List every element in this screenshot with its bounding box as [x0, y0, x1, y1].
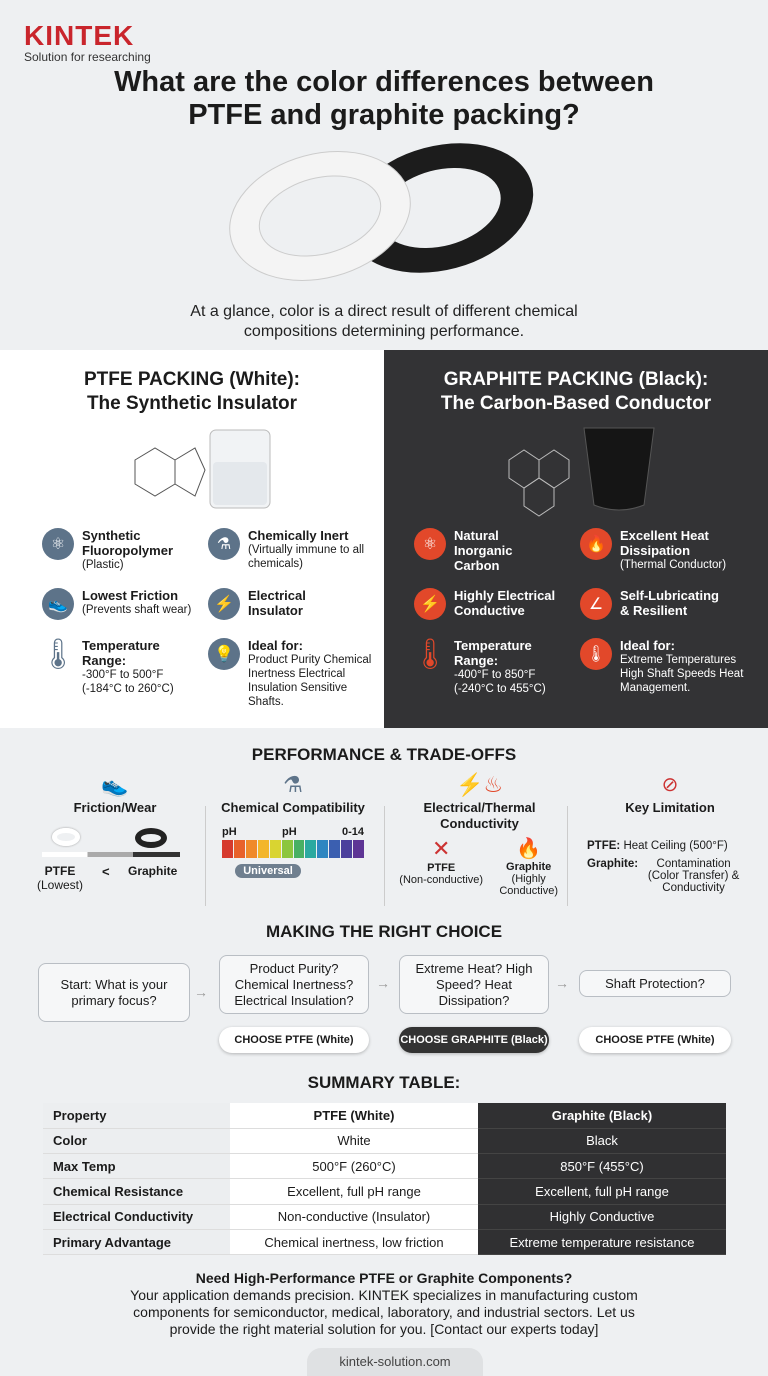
choose-ptfe-button[interactable]: CHOOSE PTFE (White) [219, 1027, 369, 1053]
question-box-shaft: Shaft Protection? [579, 970, 731, 997]
table-row [43, 1179, 726, 1204]
friction-scale [42, 852, 180, 857]
ph-segment [258, 840, 269, 858]
lightbulb-icon: 💡 [208, 638, 240, 670]
molecule-and-beaker-illustration [105, 420, 285, 520]
white-ring-icon [52, 828, 80, 846]
shoe-icon: 👟 [42, 588, 74, 620]
feature-friction: 👟 Lowest Friction (Prevents shaft wear) [42, 588, 212, 620]
table-cell: Non-conductive (Insulator) [230, 1204, 478, 1229]
table-cell: Chemical inertness, low friction [230, 1229, 478, 1254]
no-conduction-icon: ✕ [431, 836, 451, 861]
table-row [43, 1204, 726, 1229]
ph-segment [317, 840, 328, 858]
ph-segment [353, 840, 364, 858]
performance-title: PERFORMANCE & TRADE-OFFS [251, 745, 517, 764]
feature-ideal: 🌡 Ideal for: Extreme Temperatures High Shaft Speeds Heat Management. [580, 638, 750, 695]
table-row [43, 1154, 726, 1179]
table-cell: 850°F (455°C) [478, 1154, 726, 1179]
ph-segment [341, 840, 352, 858]
cta-section [0, 1270, 768, 1338]
flame-icon: 🔥 [516, 838, 542, 860]
no-contamination-icon: ⊘ [661, 774, 679, 796]
lightning-icon: ⚡ [208, 588, 240, 620]
ptfe-heading: PTFE PACKING (White): The Synthetic Insulator [83, 369, 300, 414]
ph-segment [270, 840, 281, 858]
table-cell: Black [478, 1128, 726, 1153]
hexagon-and-crucible-illustration [489, 420, 669, 520]
ph-scale [222, 840, 364, 858]
conductivity-column: ⚡♨ Electrical/Thermal Conductivity ✕ PTFE (Non-conductive) 🔥 Graphite (Highly Conductive) [392, 772, 567, 897]
feature-insulator: ⚡ Electrical Insulator [208, 588, 378, 620]
black-ring-icon [135, 828, 167, 848]
ph-segment [246, 840, 257, 858]
summary-table [43, 1103, 726, 1255]
table-cell: Excellent, full pH range [230, 1179, 478, 1204]
ph-segment [305, 840, 316, 858]
table-cell: Color [43, 1128, 230, 1153]
graphite-panel [384, 350, 768, 728]
lightning-icon: ⚡ [414, 588, 446, 620]
limitation-column: ⊘ Key Limitation PTFE: Heat Ceiling (500°F) Graphite: Contamination (Color Transfer) & Conductivity [575, 772, 765, 894]
thermometer-icon: 🌡 [38, 637, 78, 671]
table-cell: Graphite (Black) [478, 1103, 726, 1128]
cta-body: Your application demands precision. KINTEK specializes in manufacturing custom components for semiconductor, medical, laboratory, and industrial sectors. Let us provide the right material solution for you. [Contact our experts today] [130, 1287, 638, 1337]
table-cell: Chemical Resistance [43, 1179, 230, 1204]
ph-segment [294, 840, 305, 858]
question-box-graphite: Extreme Heat? High Speed? Heat Dissipation? [399, 955, 549, 1014]
table-cell: PTFE (White) [230, 1103, 478, 1128]
ph-segment [222, 840, 233, 858]
flask-icon: ⚗ [283, 772, 303, 797]
table-row [43, 1229, 726, 1254]
table-cell: 500°F (260°C) [230, 1154, 478, 1179]
table-cell: White [230, 1128, 478, 1153]
ph-segment [282, 840, 293, 858]
feature-ideal: 💡 Ideal for: Product Purity Chemical Inertness Electrical Insulation Sensitive Shafts. [208, 638, 378, 709]
flask-icon: ⚗ [208, 528, 240, 560]
table-cell: Electrical Conductivity [43, 1204, 230, 1229]
thermometer-icon: 🌡 [410, 637, 450, 671]
table-cell: Extreme temperature resistance [478, 1229, 726, 1254]
table-cell: Highly Conductive [478, 1204, 726, 1229]
ph-segment [329, 840, 340, 858]
universal-badge: Universal [235, 864, 301, 878]
question-box-ptfe: Product Purity? Chemical Inertness? Electrical Insulation? [219, 955, 369, 1014]
feature-self-lubricating: ∠ Self-Lubricating & Resilient [580, 588, 750, 620]
feature-synthetic: ⚛ Synthetic Fluoropolymer (Plastic) [42, 528, 212, 572]
ph-segment [234, 840, 245, 858]
intro-text: At a glance, color is a direct result of different chemical compositions determining performance. [190, 303, 578, 340]
choose-graphite-button[interactable]: CHOOSE GRAPHITE (Black) [399, 1027, 549, 1053]
lightning-heat-icon: ⚡♨ [455, 772, 504, 797]
thermometer-badge-icon: 🌡 [580, 638, 612, 670]
lubrication-icon: ∠ [580, 588, 612, 620]
shoe-icon: 👟 [101, 772, 129, 797]
start-box: Start: What is your primary focus? [38, 963, 190, 1022]
summary-title: SUMMARY TABLE: [307, 1073, 461, 1092]
feature-conductive: ⚡ Highly Electrical Conductive [414, 588, 584, 620]
friction-column: 👟 Friction/Wear PTFE (Lowest) < Graphite [30, 772, 200, 894]
page-title: What are the color differences between PTFE and graphite packing? [114, 66, 654, 131]
flame-icon: 🔥 [580, 528, 612, 560]
brand-name: KINTEK [24, 20, 135, 51]
rings-illustration [220, 138, 560, 288]
choose-ptfe-shaft-button[interactable]: CHOOSE PTFE (White) [579, 1027, 731, 1053]
table-cell: Primary Advantage [43, 1229, 230, 1254]
table-row [43, 1128, 726, 1153]
choice-title: MAKING THE RIGHT CHOICE [265, 922, 503, 941]
chemical-column: ⚗ Chemical Compatibility pH pH 0-14 Universal [212, 772, 374, 878]
feature-temperature: 🌡 Temperature Range: -400°F to 850°F (-240°C to 455°C) [410, 637, 546, 695]
table-cell: Max Temp [43, 1154, 230, 1179]
feature-inert: ⚗ Chemically Inert (Virtually immune to all chemicals) [208, 528, 378, 571]
website-link[interactable]: kintek-solution.com [307, 1348, 483, 1376]
feature-temperature: 🌡 Temperature Range: -300°F to 500°F (-184°C to 260°C) [38, 637, 174, 695]
brand-tagline: Solution for researching [24, 50, 151, 64]
atom-icon: ⚛ [42, 528, 74, 560]
feature-heat-dissipation: 🔥 Excellent Heat Dissipation (Thermal Conductor) [580, 528, 750, 572]
atom-icon: ⚛ [414, 528, 446, 560]
feature-carbon: ⚛ Natural Inorganic Carbon [414, 528, 584, 573]
table-cell: Excellent, full pH range [478, 1179, 726, 1204]
table-cell: Property [43, 1103, 230, 1128]
table-row [43, 1103, 726, 1128]
kintek-logo [24, 22, 151, 64]
ptfe-panel [0, 350, 384, 728]
graphite-heading: GRAPHITE PACKING (Black): The Carbon-Based Conductor [440, 369, 712, 414]
cta-title: Need High-Performance PTFE or Graphite Components? [195, 1270, 573, 1286]
